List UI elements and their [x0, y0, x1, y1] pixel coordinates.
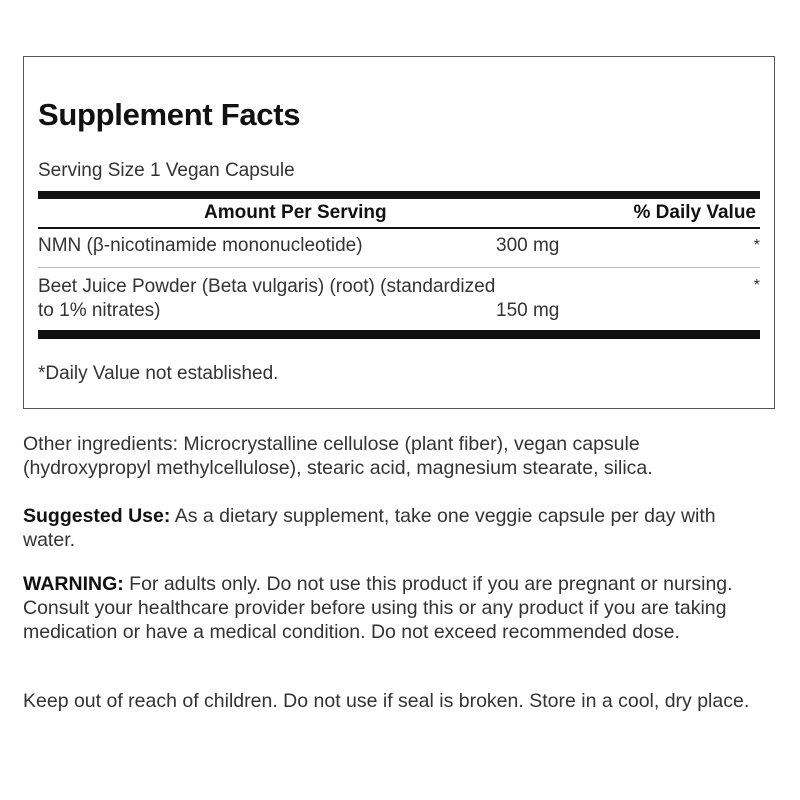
suggested-use: [23, 504, 763, 552]
supplement-facts-panel: [23, 56, 775, 409]
row-divider: [38, 267, 760, 268]
other-ingredients: Other ingredients: Microcrystalline cellulose (plant fiber), vegan capsule (hydroxypropyl methylcellulose), stearic acid, magnesium stearate, silica.: [23, 433, 653, 479]
warning-text: For adults only. Do not use this product if you are pregnant or nursing. Consult your healthcare provider before using this or any product if you are taking medication or have a medical condition. Do not exceed recommended dose.: [23, 573, 733, 643]
ingredient-name-beet-juice: [38, 275, 495, 323]
daily-value-header: % Daily Value: [633, 202, 756, 223]
ingredient-daily-value-nmn: *: [753, 237, 760, 254]
ingredient-daily-value-beet-juice: *: [753, 277, 760, 294]
facts-title: Supplement Facts: [38, 97, 301, 132]
header-divider: [38, 227, 760, 229]
warning-label: WARNING:: [23, 573, 124, 595]
amount-per-serving-header: Amount Per Serving: [204, 202, 387, 223]
ingredient-name-beet-juice-line1: Beet Juice Powder (Beta vulgaris) (root) (standardized: [38, 276, 496, 297]
ingredient-name-beet-juice-line2: to 1% nitrates): [38, 300, 161, 321]
ingredient-amount-nmn: 300 mg: [496, 235, 560, 256]
warning: [23, 572, 763, 644]
bottom-thick-divider: [38, 330, 760, 339]
ingredient-amount-beet-juice: 150 mg: [496, 300, 560, 321]
suggested-use-text: As a dietary supplement, take one veggie capsule per day with water.: [23, 505, 716, 551]
storage-instructions: Keep out of reach of children. Do not use if seal is broken. Store in a cool, dry place.: [23, 690, 750, 712]
serving-size: Serving Size 1 Vegan Capsule: [38, 160, 295, 181]
suggested-use-label: Suggested Use:: [23, 505, 171, 527]
top-thick-divider: [38, 191, 760, 199]
ingredient-name-nmn: NMN (β-nicotinamide mononucleotide): [38, 235, 363, 256]
daily-value-footnote: *Daily Value not established.: [38, 363, 279, 384]
